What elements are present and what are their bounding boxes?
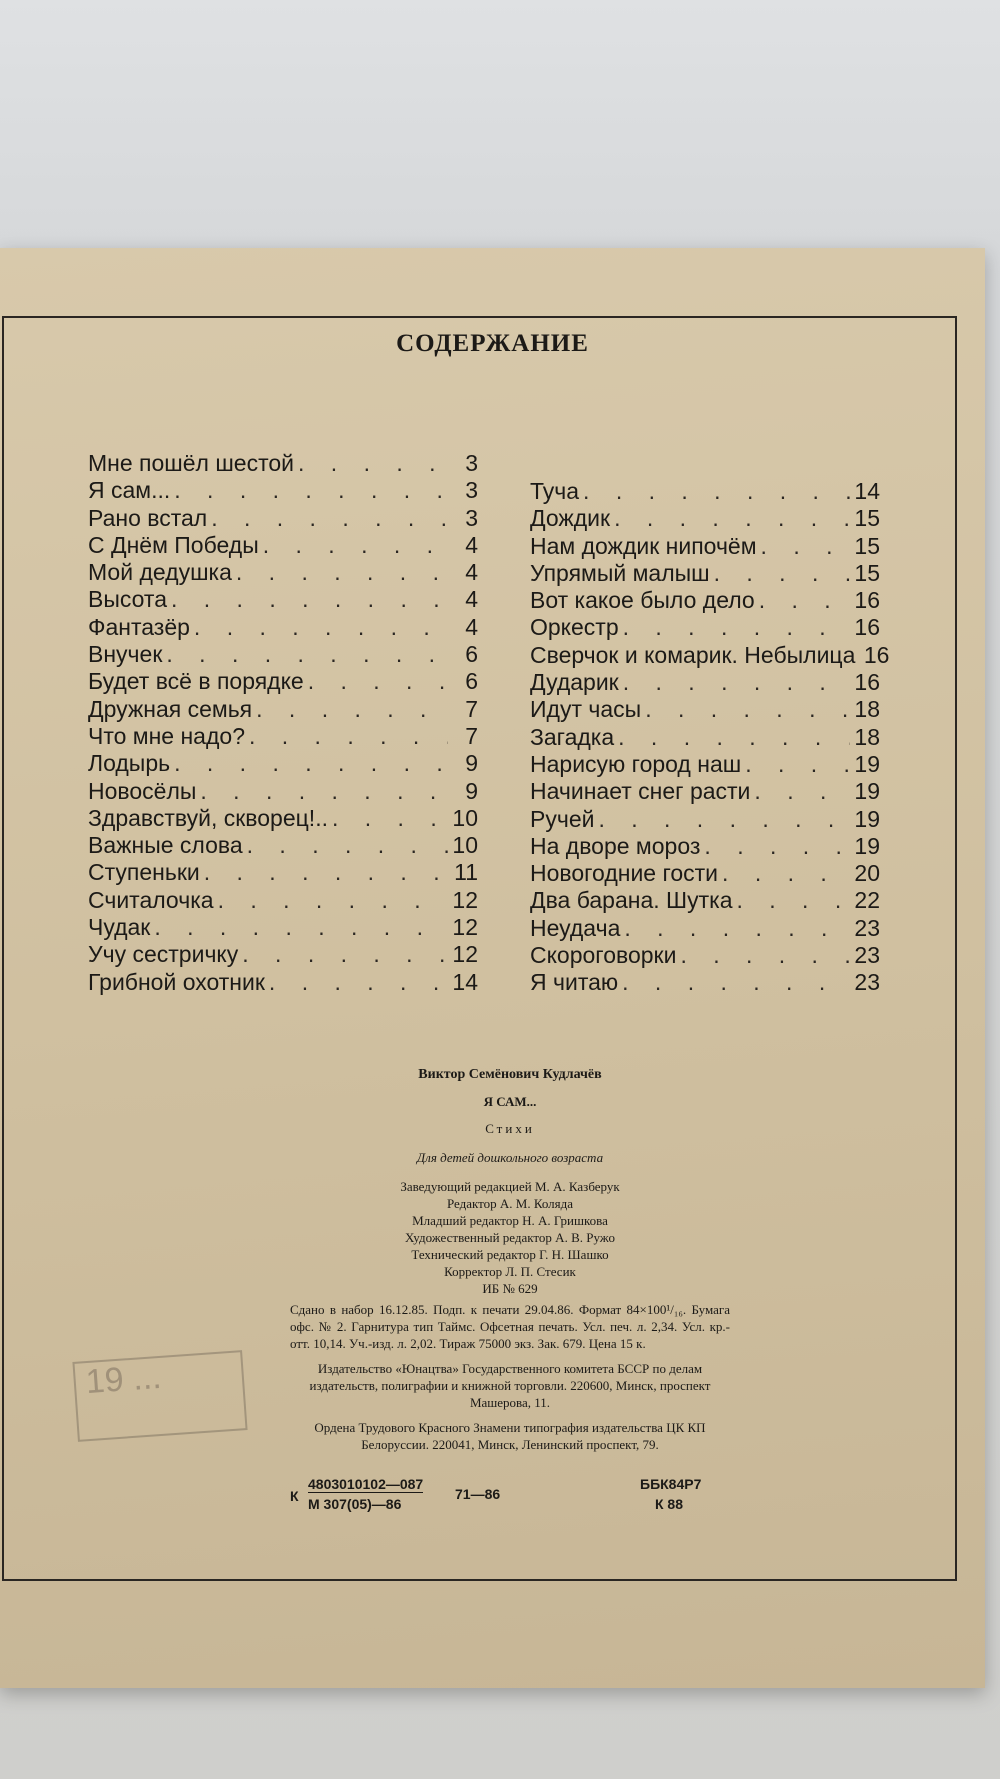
toc-leader-dots [166, 641, 448, 668]
toc-entry-page: 7 [465, 722, 478, 749]
toc-entry-page: 23 [854, 914, 880, 941]
toc-entry-page: 19 [854, 832, 880, 859]
toc-entry [530, 969, 880, 996]
toc-entry-page: 19 [854, 778, 880, 805]
toc-entry [530, 942, 880, 969]
toc-entry-title: Дударик [530, 669, 619, 696]
toc-entry-page: 23 [854, 969, 880, 996]
toc-entry-page: 4 [465, 559, 478, 586]
toc-entry-title: Сверчок и комарик. Небылица [530, 641, 856, 668]
toc-entry [530, 860, 880, 887]
toc-entry-page: 18 [854, 723, 880, 750]
toc-entry [88, 586, 478, 613]
audience: Для детей дошкольного возраста [416, 1150, 604, 1165]
toc-entry-title: Рано встал [88, 504, 208, 531]
toc-entry-page: 15 [854, 505, 880, 532]
toc-leader-dots [704, 833, 850, 860]
toc-entry-title: Два барана. Шутка [530, 887, 733, 914]
toc-entry-title: Мне пошёл шестой [88, 450, 295, 476]
code-k: К [290, 1488, 299, 1504]
staff-line: Редактор А. М. Коляда [446, 1196, 574, 1211]
toc-entry [88, 941, 478, 968]
toc-entry-page: 18 [854, 696, 880, 723]
toc-entry-page: 16 [863, 641, 890, 668]
toc-entry-page: 16 [854, 669, 880, 696]
toc-entry [88, 450, 478, 477]
toc-leader-dots [761, 533, 850, 560]
toc-leader-dots [171, 586, 448, 613]
toc-leader-dots [298, 450, 448, 477]
toc-leader-dots [218, 887, 448, 914]
toc-leader-dots [332, 805, 448, 832]
toc-entry-title: Ручей [530, 805, 595, 832]
toc-leader-dots [247, 832, 448, 859]
toc-entry-title: С Днём Победы [88, 531, 259, 558]
toc-entry [88, 805, 478, 832]
toc-entry [88, 778, 478, 805]
toc-entry-title: Неудача [530, 914, 621, 941]
toc-entry-page: 20 [854, 860, 880, 887]
colophon [290, 1066, 730, 1453]
toc-entry [88, 832, 478, 859]
toc-entry-title: Загадка [530, 723, 615, 750]
toc-entry-page: 16 [854, 614, 880, 641]
toc-entry [88, 969, 478, 996]
toc-entry [530, 614, 880, 641]
toc-entry [530, 778, 880, 805]
toc-entry-title: Упрямый малыш [530, 559, 710, 586]
toc-leader-dots [204, 859, 448, 886]
code-line3: 71—86 [455, 1486, 501, 1502]
toc-entry-page: 4 [465, 531, 478, 558]
toc-entry-title: Важные слова [88, 832, 243, 859]
toc-leader-dots [174, 750, 448, 777]
toc-entry [88, 614, 478, 641]
toc-entry [88, 668, 478, 695]
toc-entry [530, 751, 880, 778]
toc-entry-page: 12 [452, 941, 478, 968]
toc-entry-page: 16 [854, 587, 880, 614]
toc-entry [88, 477, 478, 504]
toc-entry-title: Нарисую город наш [530, 750, 742, 777]
toc-leader-dots [269, 969, 448, 996]
toc-entry [530, 669, 880, 696]
author-name: Виктор Семёнович Кудлачёв [418, 1067, 602, 1082]
code-line2: М 307(05)—86 [308, 1496, 402, 1512]
toc-entry [530, 641, 890, 669]
toc-entry-page: 6 [465, 641, 478, 668]
contents-heading: СОДЕРЖАНИЕ [396, 330, 589, 357]
toc-leader-dots [263, 532, 448, 559]
toc-entry [88, 505, 478, 532]
toc-entry-page: 9 [465, 777, 478, 804]
toc-entry-title: Туча [530, 478, 580, 504]
editorial-staff [290, 1178, 730, 1297]
toc-leader-dots [645, 696, 850, 723]
genre: Стихи [485, 1121, 535, 1136]
toc-entry-title: Что мне надо? [88, 722, 245, 749]
toc-entry-page: 12 [452, 886, 478, 913]
toc-entry-page: 19 [854, 750, 880, 777]
toc-leader-dots [737, 887, 851, 914]
staff-line: Заведующий редакцией М. А. Казберук [400, 1179, 620, 1194]
toc-entry-page: 3 [465, 450, 478, 476]
toc-entry-title: Дружная семья [88, 695, 253, 722]
toc-entry-page: 3 [465, 504, 478, 531]
book-title: Я САМ... [483, 1094, 537, 1109]
toc-entry-title: Мой дедушка [88, 559, 232, 586]
toc-entry-title: Я сам... [88, 477, 171, 504]
toc-entry-page: 6 [465, 668, 478, 695]
toc-entry-title: Я читаю [530, 969, 619, 996]
toc-right-column [530, 478, 890, 997]
staff-line: Технический редактор Г. Н. Шашко [411, 1247, 609, 1262]
toc-entry-title: Скороговорки [530, 942, 677, 969]
toc-entry-title: Фантазёр [88, 613, 190, 640]
toc-entry [530, 560, 880, 587]
toc-entry-title: Считалочка [88, 886, 214, 913]
toc-entry [530, 696, 880, 723]
toc-leader-dots [745, 751, 850, 778]
toc-leader-dots [754, 778, 850, 805]
toc-leader-dots [714, 560, 850, 587]
toc-entry-title: Новосёлы [88, 777, 197, 804]
toc-leader-dots [211, 505, 448, 532]
toc-entry-title: Новогодние гости [530, 860, 719, 887]
toc-leader-dots [174, 477, 448, 504]
toc-entry-title: Дождик [530, 505, 611, 532]
toc-entry [88, 750, 478, 777]
toc-entry-title: Идут часы [530, 696, 642, 723]
toc-leader-dots [722, 860, 850, 887]
toc-entry-page: 3 [465, 477, 478, 504]
toc-entry [88, 859, 478, 886]
toc-entry-title: Лодырь [88, 750, 171, 777]
toc-entry-page: 14 [854, 478, 880, 504]
toc-entry [530, 587, 880, 614]
toc-leader-dots [154, 914, 448, 941]
toc-entry-title: Учу сестричку [88, 941, 239, 968]
toc-entry [530, 887, 880, 914]
toc-entry-page: 22 [854, 887, 880, 914]
toc-entry [88, 723, 478, 750]
toc-leader-dots [583, 478, 850, 505]
toc-leader-dots [200, 778, 448, 805]
toc-entry [530, 505, 880, 532]
publisher-info: Издательство «Юнацтва» Государственного комитета БССР по делам издательств, полиграфии и книжной торговли. 220600, Минск, проспект Машерова, 11. [309, 1361, 711, 1410]
toc-leader-dots [759, 587, 850, 614]
toc-leader-dots [623, 669, 850, 696]
toc-entry-title: Ступеньки [88, 859, 200, 886]
toc-leader-dots [236, 559, 448, 586]
toc-entry-title: На дворе мороз [530, 832, 701, 859]
toc-leader-dots [242, 941, 448, 968]
book-page [0, 248, 985, 1688]
printer-info: Ордена Трудового Красного Знамени типография издательства ЦК КП Белоруссии. 220041, Минск, Ленинский проспект, 79. [314, 1420, 706, 1452]
staff-line: Младший редактор Н. А. Гришкова [412, 1213, 608, 1228]
toc-leader-dots [256, 696, 448, 723]
toc-leader-dots [308, 668, 448, 695]
toc-entry [530, 915, 880, 942]
toc-leader-dots [598, 806, 850, 833]
toc-entry-page: 4 [465, 613, 478, 640]
toc-entry-title: Внучек [88, 641, 163, 668]
toc-entry-page: 9 [465, 750, 478, 777]
toc-leader-dots [618, 724, 850, 751]
toc-entry [530, 806, 880, 833]
toc-entry-page: 10 [452, 832, 478, 859]
staff-line: ИБ № 629 [482, 1281, 538, 1296]
toc-entry-title: Высота [88, 586, 167, 613]
toc-entry-page: 15 [854, 532, 880, 559]
library-stamp: 19 ... [72, 1350, 247, 1442]
toc-leader-dots [623, 614, 850, 641]
toc-entry-page: 23 [854, 942, 880, 969]
toc-entry-title: Грибной охотник [88, 968, 265, 995]
author-mark: К 88 [655, 1496, 684, 1512]
toc-entry-title: Вот какое было дело [530, 587, 755, 614]
toc-entry-page: 11 [454, 859, 478, 886]
toc-entry-title: Нам дождик нипочём [530, 532, 757, 559]
toc-leader-dots [680, 942, 850, 969]
toc-entry [530, 833, 880, 860]
toc-entry-page: 4 [465, 586, 478, 613]
toc-leader-dots [249, 723, 448, 750]
toc-entry [88, 559, 478, 586]
toc-entry [530, 478, 880, 505]
toc-entry [88, 641, 478, 668]
toc-entry [530, 724, 880, 751]
toc-entry-title: Будет всё в порядке [88, 668, 304, 695]
toc-entry-title: Начинает снег расти [530, 778, 751, 805]
toc-leader-dots [622, 969, 850, 996]
toc-entry-title: Оркестр [530, 614, 619, 641]
toc-entry-page: 12 [452, 914, 478, 941]
staff-line: Художественный редактор А. В. Ружо [405, 1230, 615, 1245]
toc-entry [88, 914, 478, 941]
toc-entry [88, 696, 478, 723]
toc-left-column [88, 450, 478, 996]
toc-leader-dots [614, 505, 850, 532]
toc-entry [88, 532, 478, 559]
toc-entry [530, 533, 880, 560]
toc-entry-page: 10 [452, 804, 478, 831]
printing-details: Сдано в набор 16.12.85. Подп. к печати 29.04.86. Формат 84×100¹/₁₆. Бумага офс. № 2. Гарнитура тип Таймс. Офсетная печать. Усл. печ. л. 2,34. Усл. кр.-отт. 10,14. Уч.-изд. л. 2,02. Тираж 75000 экз. Зак. 679. Цена 15 к. [290, 1302, 730, 1351]
toc-entry [88, 887, 478, 914]
toc-entry-page: 15 [854, 559, 880, 586]
code-line1: 4803010102—087 [308, 1476, 424, 1492]
toc-entry-page: 14 [452, 968, 478, 995]
toc-entry-title: Здравствуй, скворец!.. [88, 804, 328, 831]
toc-leader-dots [624, 915, 850, 942]
toc-leader-dots [194, 614, 448, 641]
toc-entry-page: 7 [465, 695, 478, 722]
staff-line: Корректор Л. П. Стесик [444, 1264, 576, 1279]
toc-entry-title: Чудак [88, 914, 151, 941]
toc-entry-page: 19 [854, 805, 880, 832]
bbk-code: ББК84Р7 [640, 1476, 702, 1492]
